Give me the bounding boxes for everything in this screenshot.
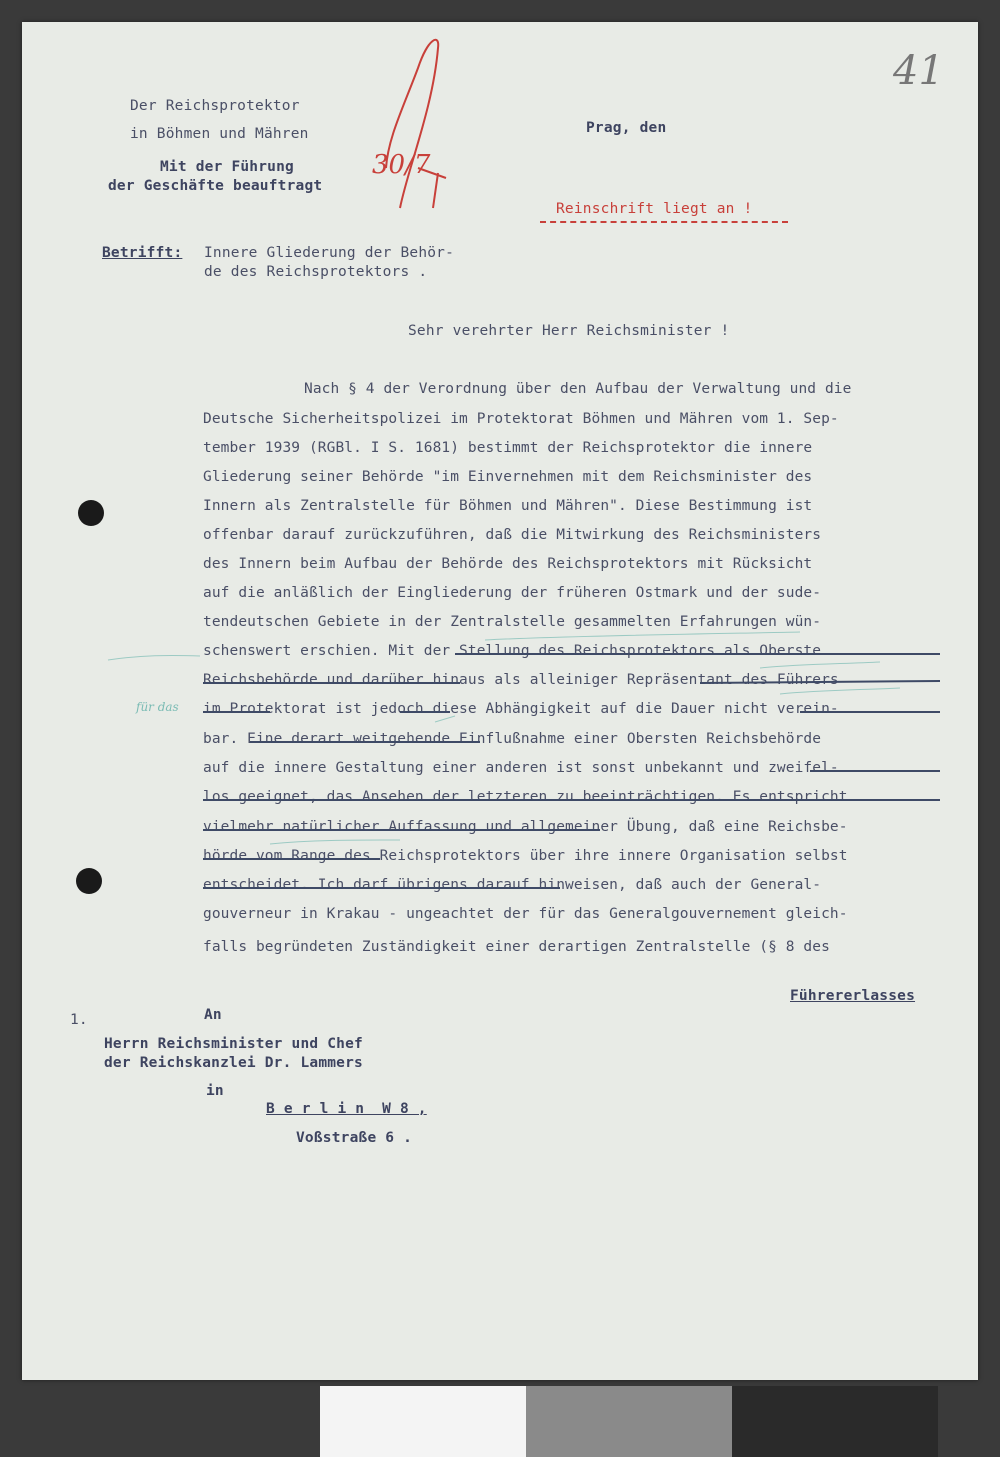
authority-line-4: der Geschäfte beauftragt	[108, 178, 323, 194]
clean-copy-note: Reinschrift liegt an !	[556, 201, 753, 217]
body-line: schenswert erschien. Mit der Stellung des Reichsprotektors als Oberste	[203, 643, 822, 659]
body-line: gouverneur in Krakau - ungeachtet der für das Generalgouvernement gleich-	[203, 906, 848, 922]
body-line: Gliederung seiner Behörde "im Einvernehmen mit dem Reichsminister des	[203, 469, 813, 485]
address-to: An	[204, 1007, 222, 1023]
page-number: 41	[893, 48, 944, 94]
body-line: Innern als Zentralstelle für Böhmen und Mähren". Diese Bestimmung ist	[203, 498, 813, 514]
calibration-strip-white	[320, 1386, 526, 1457]
body-line: entscheidet. Ich darf übrigens darauf hinweisen, daß auch der General-	[203, 877, 822, 893]
body-line: Deutsche Sicherheitspolizei im Protektorat Böhmen und Mähren vom 1. Sep-	[203, 411, 839, 427]
body-line: bar. Eine derart weitgehende Einflußnahme einer Obersten Reichsbehörde	[203, 731, 822, 747]
calibration-strip-dark	[732, 1386, 938, 1457]
body-line: des Innern beim Aufbau der Behörde des Reichsprotektors mit Rücksicht	[203, 556, 813, 572]
subject-line-2: de des Reichsprotektors .	[204, 264, 428, 280]
body-line: vielmehr natürlicher Auffassung und allgemeiner Übung, daß eine Reichsbe-	[203, 819, 848, 835]
authority-line-2: in Böhmen und Mähren	[130, 126, 309, 142]
address-street: Voßstraße 6 .	[296, 1130, 413, 1146]
body-line: Reichsbehörde und darüber hinaus als alleiniger Repräsentant des Führers	[203, 672, 839, 688]
body-line: im Protektorat ist jedoch diese Abhängigkeit auf die Dauer nicht verein-	[203, 701, 839, 717]
address-line-1: Herrn Reichsminister und Chef	[104, 1036, 363, 1052]
address-number: 1.	[70, 1012, 88, 1028]
calibration-strip-gray	[526, 1386, 732, 1457]
body-line: Nach § 4 der Verordnung über den Aufbau der Verwaltung und die	[304, 381, 852, 397]
body-line: auf die innere Gestaltung einer anderen ist sonst unbekannt und zweifel-	[203, 760, 839, 776]
place-date: Prag, den	[586, 120, 667, 136]
subject-line-1: Innere Gliederung der Behör-	[204, 245, 455, 261]
address-city: B e r l i n W 8 ,	[266, 1101, 427, 1117]
salutation: Sehr verehrter Herr Reichsminister !	[408, 323, 730, 339]
margin-note-left: für das	[136, 700, 179, 714]
body-line: hörde vom Range des Reichsprotektors über ihre innere Organisation selbst	[203, 848, 848, 864]
authority-line-3: Mit der Führung	[160, 159, 294, 175]
body-line: tember 1939 (RGBl. I S. 1681) bestimmt der Reichsprotektor die innere	[203, 440, 813, 456]
catchword: Führererlasses	[790, 988, 916, 1004]
address-line-2: der Reichskanzlei Dr. Lammers	[104, 1055, 363, 1071]
body-line: tendeutschen Gebiete in der Zentralstelle gesammelten Erfahrungen wün-	[203, 614, 822, 630]
authority-line-1: Der Reichsprotektor	[130, 98, 300, 114]
body-line: falls begründeten Zuständigkeit einer derartigen Zentralstelle (§ 8 des	[203, 939, 830, 955]
body-line: offenbar darauf zurückzuführen, daß die Mitwirkung des Reichsministers	[203, 527, 822, 543]
body-line: auf die anläßlich der Eingliederung der früheren Ostmark und der sude-	[203, 585, 822, 601]
red-initials-note: 30/7	[372, 150, 431, 180]
subject-label: Betrifft:	[102, 245, 183, 261]
body-line: los geeignet, das Ansehen der letzteren zu beeinträchtigen. Es entspricht	[203, 789, 848, 805]
address-in: in	[206, 1083, 224, 1099]
